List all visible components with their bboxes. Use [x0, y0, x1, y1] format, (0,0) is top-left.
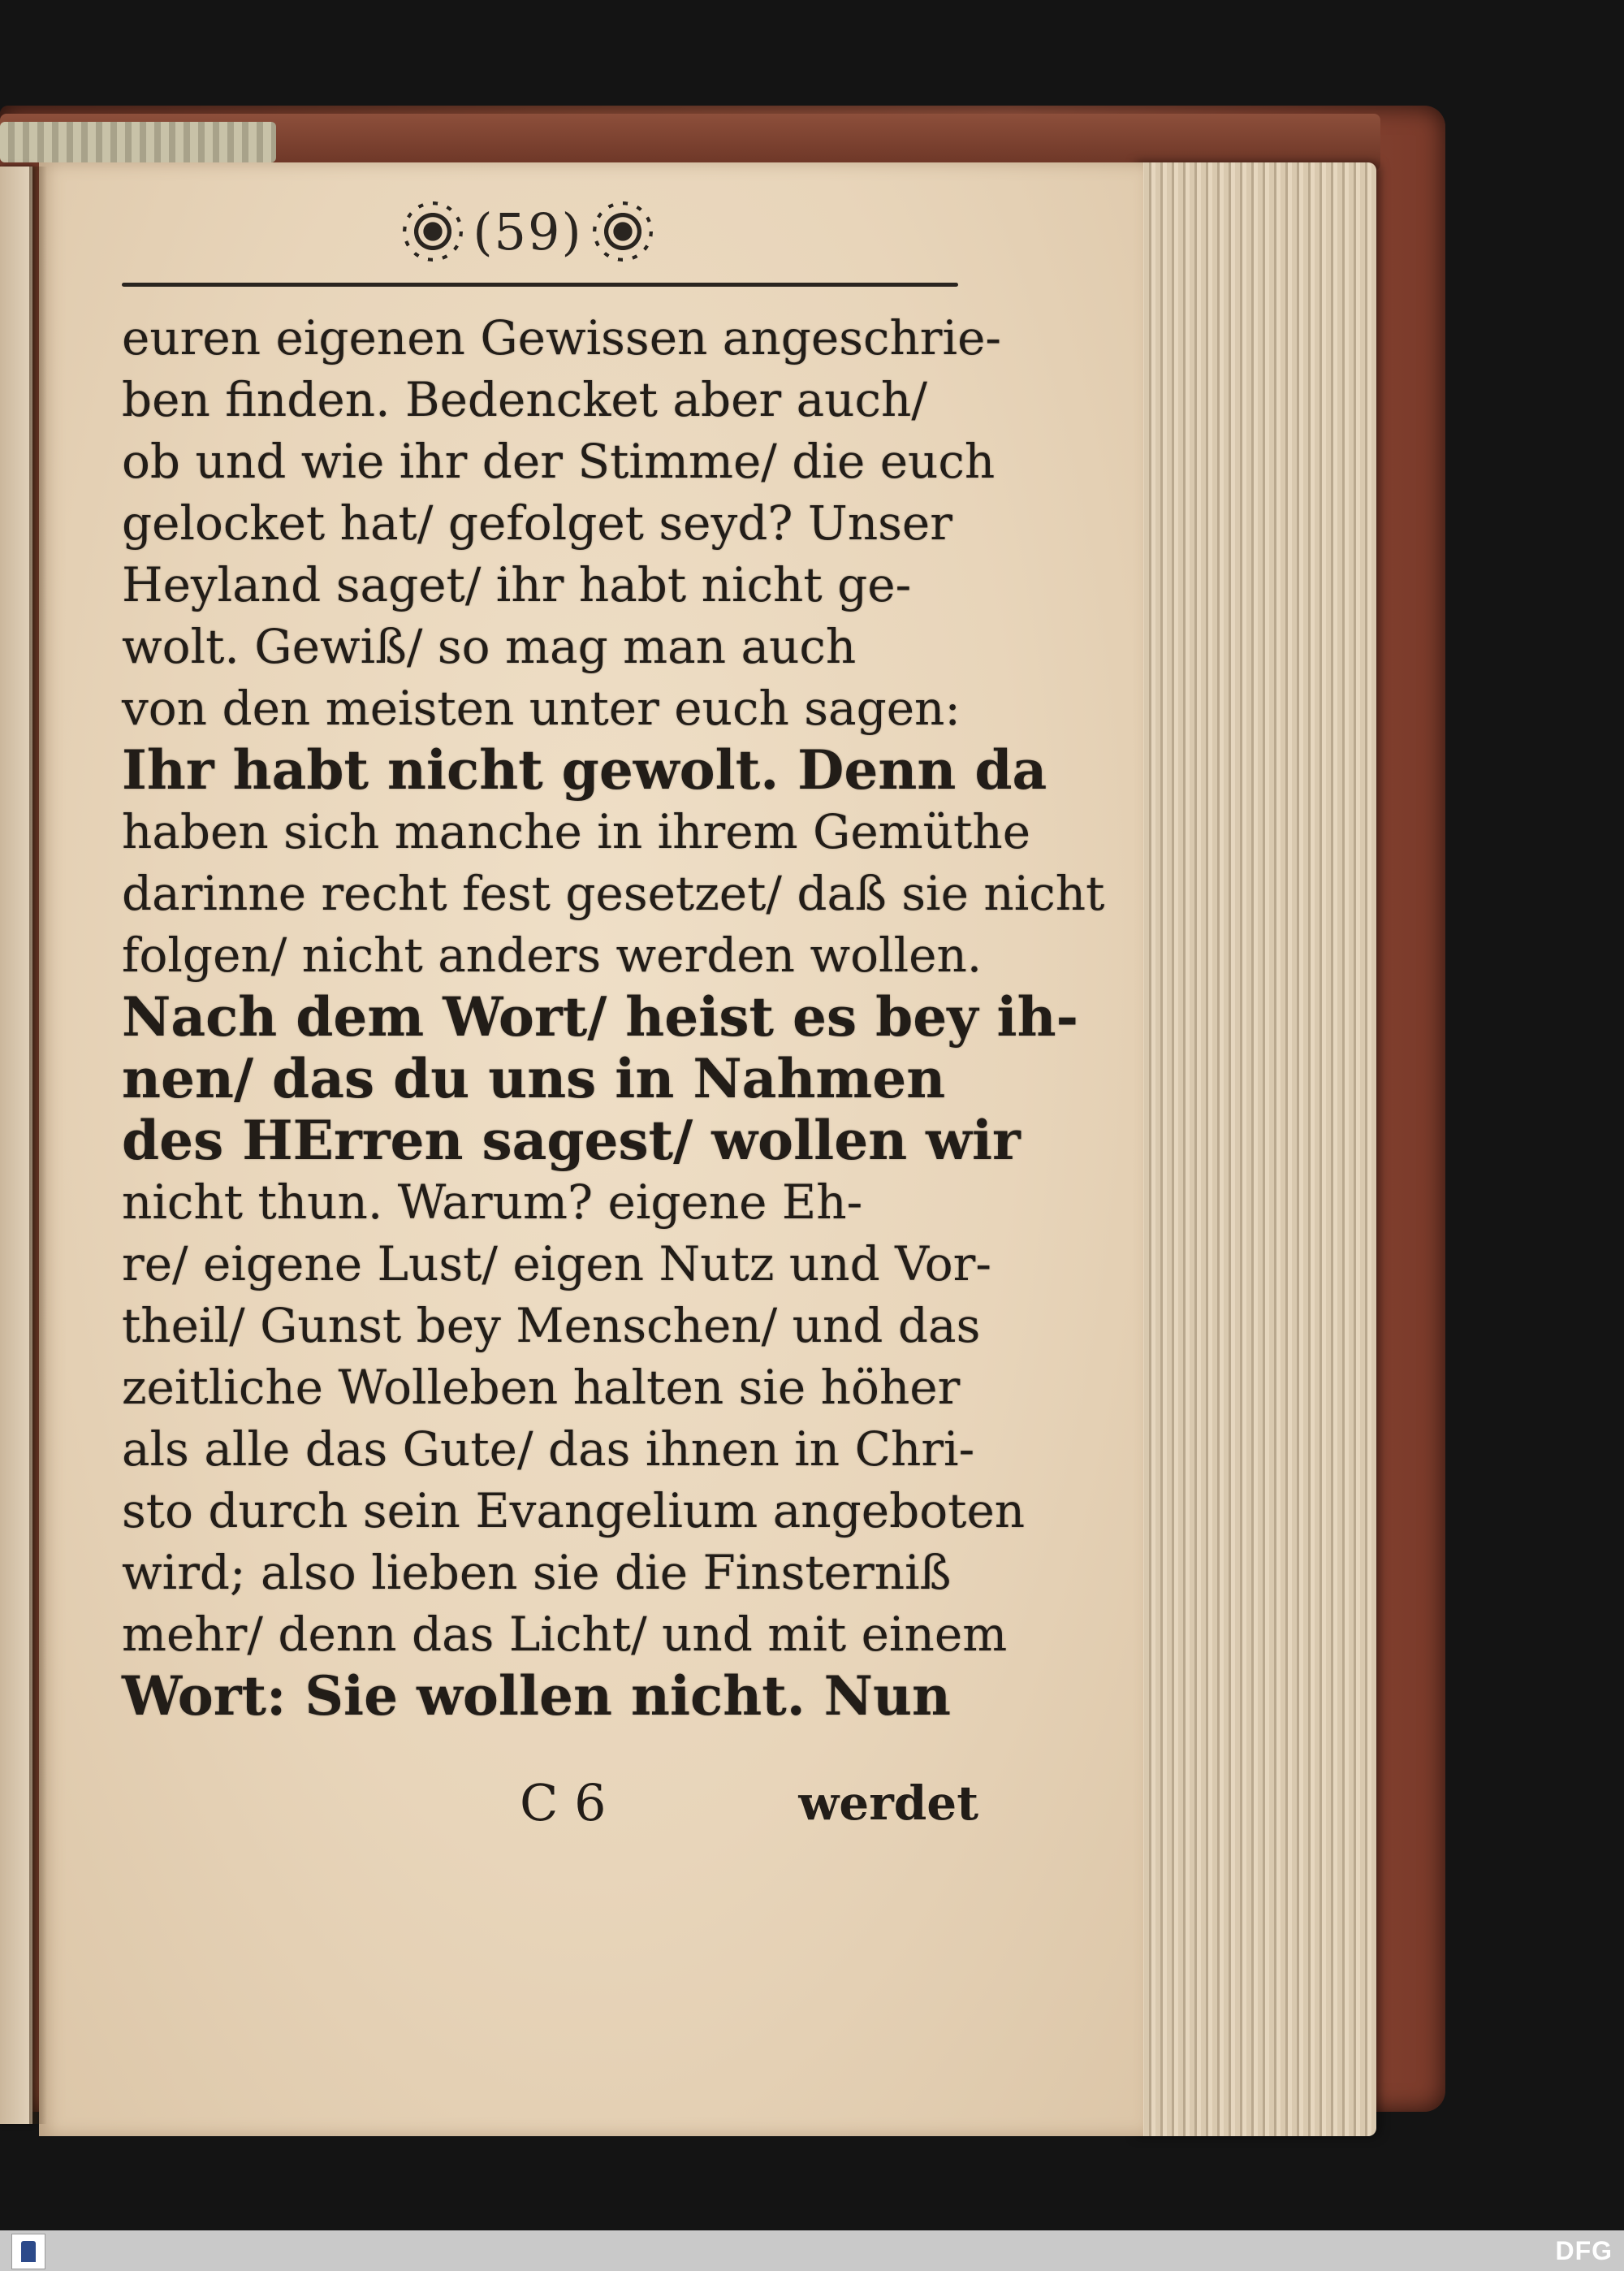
text-line: Nach dem Wort/ heist es bey ih- [122, 985, 1079, 1049]
text-line: darinne recht fest gesetzet/ daß sie nicht [122, 866, 1105, 921]
text-line: ob und wie ihr der Stimme/ die euch [122, 434, 996, 489]
text-line: Wort: Sie wollen nicht. Nun [122, 1664, 951, 1728]
text-line: wird; also lieben sie die Finsterniß [122, 1545, 952, 1600]
text-line: als alle das Gute/ das ihnen in Chri- [122, 1421, 975, 1477]
header-rule [122, 283, 958, 287]
text-line: des HErren sagest/ wollen wir [122, 1109, 1021, 1172]
page-number: (59) [473, 201, 583, 262]
page-footer [122, 1771, 978, 1836]
ornament-icon [408, 206, 458, 257]
left-page-edge [0, 167, 32, 2124]
text-line: ben finden. Bedencket aber auch/ [122, 372, 927, 427]
library-logo-glyph [21, 2241, 36, 2262]
spine-shadow [29, 167, 47, 2124]
page-header [357, 195, 698, 268]
viewer-bottom-bar [0, 2230, 1624, 2271]
text-line: von den meisten unter euch sagen: [122, 681, 961, 736]
dfg-logo: DFG [1555, 2236, 1613, 2265]
text-line: Ihr habt nicht gewolt. Denn da [122, 738, 1047, 802]
text-line: nen/ das du uns in Nahmen [122, 1047, 946, 1110]
text-line: haben sich manche in ihrem Gemüthe [122, 804, 1031, 859]
text-line: nicht thun. Warum? eigene Eh- [122, 1174, 863, 1230]
text-line: wolt. Gewiß/ so mag man auch [122, 619, 857, 674]
catchword: werdet [798, 1776, 978, 1831]
text-line: zeitliche Wolleben halten sie höher [122, 1360, 961, 1415]
text-line: sto durch sein Evangelium angeboten [122, 1483, 1026, 1538]
text-line: mehr/ denn das Licht/ und mit einem [122, 1607, 1008, 1662]
text-line: theil/ Gunst bey Menschen/ und das [122, 1298, 981, 1353]
page-text [122, 307, 1105, 1728]
page-stack-edge [1133, 162, 1376, 2136]
book-headband [0, 122, 276, 162]
text-line: gelocket hat/ gefolget seyd? Unser [122, 495, 952, 551]
text-line: re/ eigene Lust/ eigen Nutz und Vor- [122, 1236, 991, 1291]
text-line: Heyland saget/ ihr habt nicht ge- [122, 557, 912, 612]
library-logo-icon [11, 2234, 45, 2269]
signature-mark: C 6 [520, 1773, 607, 1832]
text-line: euren eigenen Gewissen angeschrie- [122, 310, 1001, 366]
ornament-icon [598, 206, 648, 257]
text-line: folgen/ nicht anders werden wollen. [122, 928, 983, 983]
